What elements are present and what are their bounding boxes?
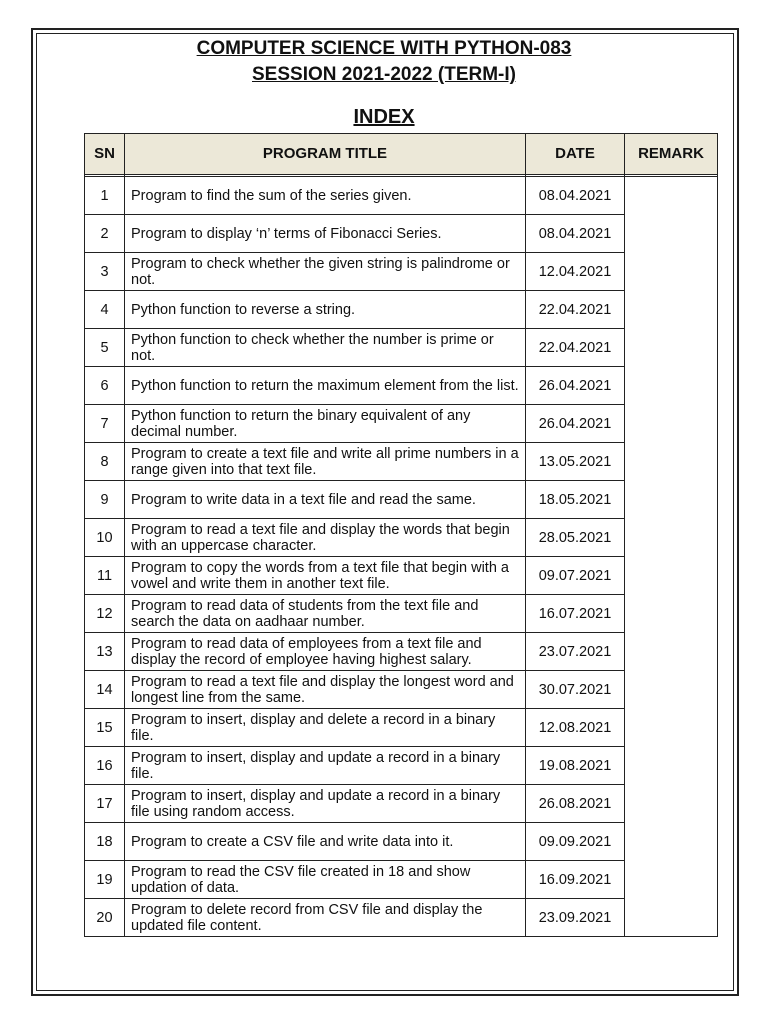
row-sn: 11 [85, 557, 125, 595]
index-heading: INDEX [353, 106, 415, 128]
row-sn: 13 [85, 633, 125, 671]
column-header-sn: SN [85, 134, 125, 175]
table-row [85, 823, 718, 861]
row-sn: 9 [85, 481, 125, 519]
table-row [85, 671, 718, 709]
row-date: 30.07.2021 [526, 671, 625, 709]
column-header-date: DATE [526, 134, 625, 175]
column-header-program-title: PROGRAM TITLE [125, 134, 526, 175]
table-row [85, 747, 718, 785]
column-header-remark: REMARK [625, 134, 718, 175]
table-row [85, 291, 718, 329]
row-date: 09.07.2021 [526, 557, 625, 595]
row-sn: 6 [85, 367, 125, 405]
row-program-title: Program to create a text file and write all prime numbers in a range given into that text file. [125, 443, 526, 481]
document-title: COMPUTER SCIENCE WITH PYTHON-083 [196, 38, 572, 59]
row-program-title: Program to insert, display and update a record in a binary file. [125, 747, 526, 785]
row-date: 26.08.2021 [526, 785, 625, 823]
row-date: 08.04.2021 [526, 215, 625, 253]
table-row [85, 557, 718, 595]
table-row [85, 367, 718, 405]
table-row [85, 633, 718, 671]
row-date: 26.04.2021 [526, 367, 625, 405]
row-date: 13.05.2021 [526, 443, 625, 481]
row-program-title: Program to insert, display and delete a record in a binary file. [125, 709, 526, 747]
row-date: 26.04.2021 [526, 405, 625, 443]
row-program-title: Python function to return the maximum element from the list. [125, 367, 526, 405]
row-sn: 10 [85, 519, 125, 557]
row-date: 22.04.2021 [526, 291, 625, 329]
row-sn: 12 [85, 595, 125, 633]
row-date: 09.09.2021 [526, 823, 625, 861]
row-program-title: Program to read data of employees from a text file and display the record of employee having highest salary. [125, 633, 526, 671]
row-sn: 19 [85, 861, 125, 899]
row-sn: 18 [85, 823, 125, 861]
remark-cell [625, 177, 718, 937]
row-sn: 7 [85, 405, 125, 443]
table-row [85, 785, 718, 823]
row-program-title: Program to delete record from CSV file and display the updated file content. [125, 899, 526, 937]
table-row [85, 709, 718, 747]
row-program-title: Program to read data of students from the text file and search the data on aadhaar number. [125, 595, 526, 633]
table-row [85, 861, 718, 899]
row-program-title: Program to create a CSV file and write data into it. [125, 823, 526, 861]
table-row [85, 443, 718, 481]
row-date: 12.04.2021 [526, 253, 625, 291]
table-row [85, 899, 718, 937]
table-row [85, 519, 718, 557]
row-sn: 15 [85, 709, 125, 747]
row-date: 18.05.2021 [526, 481, 625, 519]
row-sn: 4 [85, 291, 125, 329]
row-program-title: Program to check whether the given string is palindrome or not. [125, 253, 526, 291]
row-sn: 16 [85, 747, 125, 785]
table-row [85, 481, 718, 519]
row-program-title: Program to find the sum of the series given. [125, 177, 526, 215]
row-program-title: Python function to return the binary equivalent of any decimal number. [125, 405, 526, 443]
session-subtitle: SESSION 2021-2022 (TERM-I) [252, 64, 516, 85]
row-sn: 20 [85, 899, 125, 937]
row-date: 23.07.2021 [526, 633, 625, 671]
table-row [85, 595, 718, 633]
row-sn: 17 [85, 785, 125, 823]
row-sn: 1 [85, 177, 125, 215]
row-date: 23.09.2021 [526, 899, 625, 937]
row-program-title: Program to read a text file and display the words that begin with an uppercase character. [125, 519, 526, 557]
row-date: 22.04.2021 [526, 329, 625, 367]
row-program-title: Python function to check whether the number is prime or not. [125, 329, 526, 367]
row-date: 19.08.2021 [526, 747, 625, 785]
row-program-title: Program to insert, display and update a record in a binary file using random access. [125, 785, 526, 823]
table-body [85, 175, 718, 937]
row-date: 12.08.2021 [526, 709, 625, 747]
index-table [84, 133, 718, 937]
row-sn: 8 [85, 443, 125, 481]
table-header-row [85, 134, 718, 175]
row-date: 16.09.2021 [526, 861, 625, 899]
row-date: 08.04.2021 [526, 177, 625, 215]
table-row [85, 215, 718, 253]
row-program-title: Program to read the CSV file created in 18 and show updation of data. [125, 861, 526, 899]
row-sn: 14 [85, 671, 125, 709]
row-program-title: Program to display ‘n’ terms of Fibonacci Series. [125, 215, 526, 253]
row-sn: 3 [85, 253, 125, 291]
row-program-title: Program to read a text file and display the longest word and longest line from the same. [125, 671, 526, 709]
table-row [85, 253, 718, 291]
row-sn: 5 [85, 329, 125, 367]
table-row [85, 405, 718, 443]
row-date: 28.05.2021 [526, 519, 625, 557]
row-program-title: Program to write data in a text file and read the same. [125, 481, 526, 519]
table-row [85, 177, 718, 215]
row-date: 16.07.2021 [526, 595, 625, 633]
table-row [85, 329, 718, 367]
row-sn: 2 [85, 215, 125, 253]
row-program-title: Python function to reverse a string. [125, 291, 526, 329]
row-program-title: Program to copy the words from a text file that begin with a vowel and write them in another text file. [125, 557, 526, 595]
